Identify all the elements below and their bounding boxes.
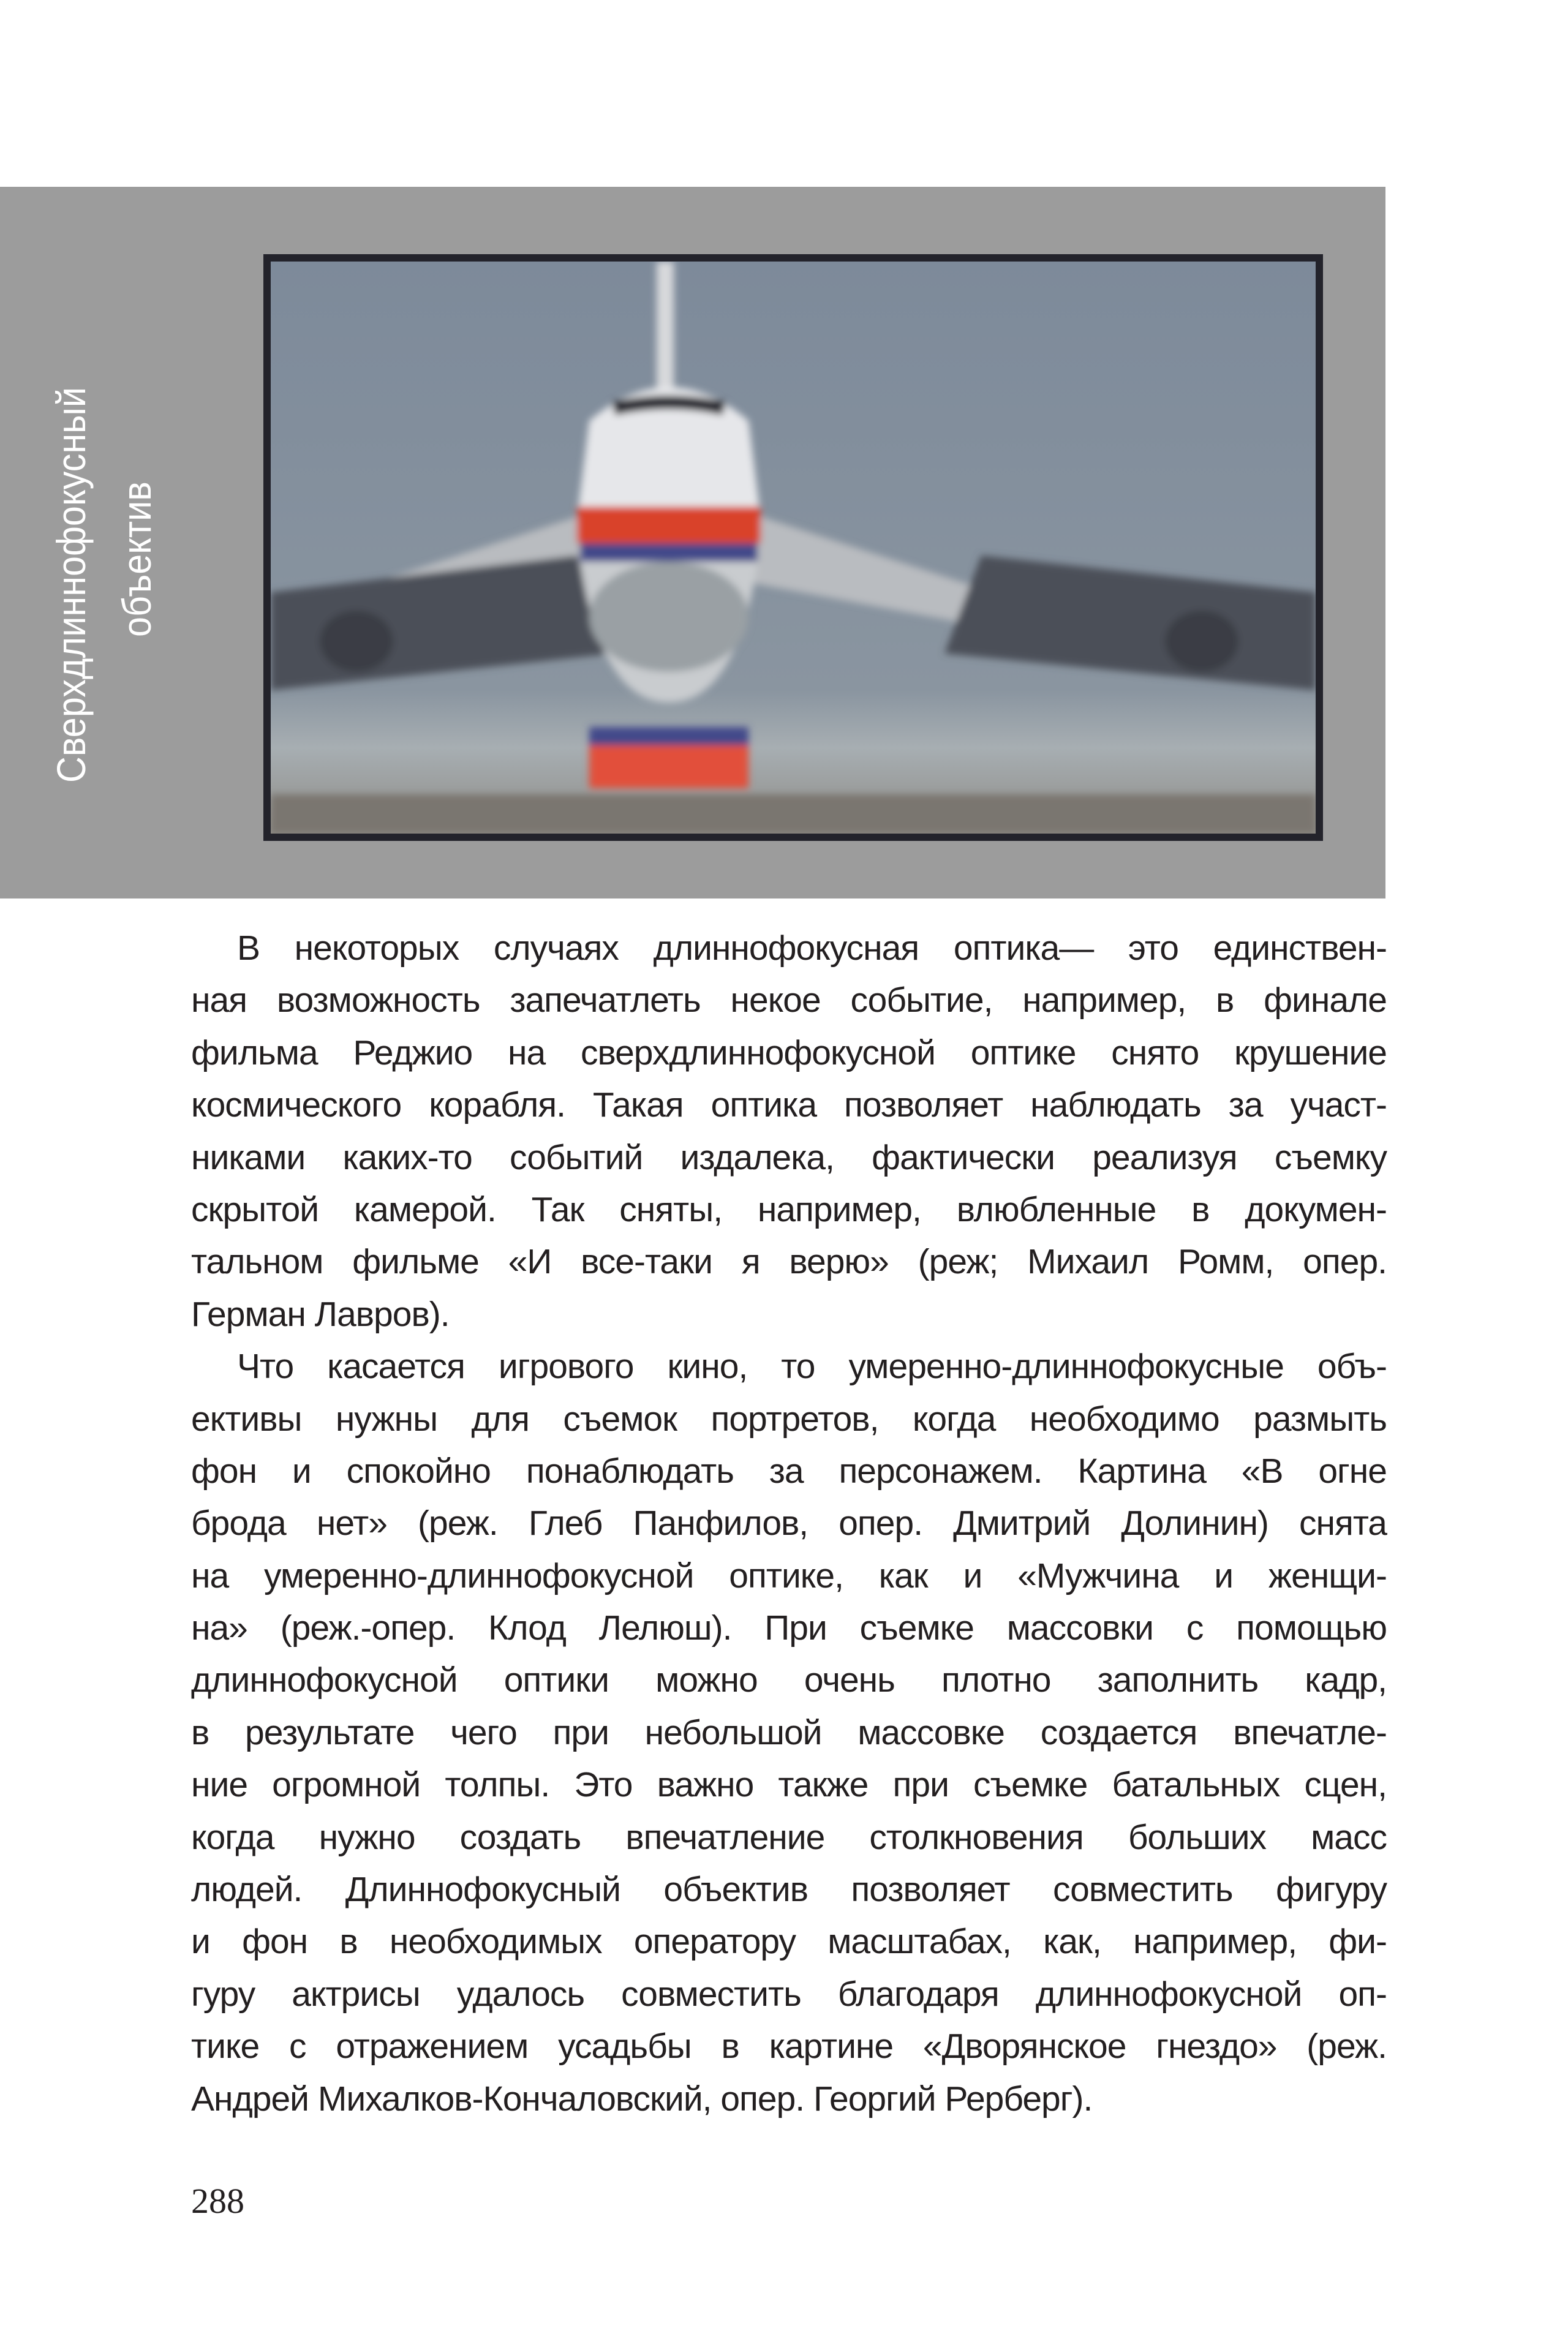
text-line: Герман Лавров). bbox=[191, 1294, 450, 1334]
page-number: 288 bbox=[191, 2181, 244, 2221]
text-line: никами каких-то событий издалека, фактически реализуя съемку bbox=[191, 1137, 1387, 1177]
text-line: ние огромной толпы. Это важно также при съемке батальных сцен, bbox=[191, 1765, 1387, 1805]
text-line: Что касается игрового кино, то умеренно-длиннофокусные объ- bbox=[237, 1347, 1387, 1387]
text-line: когда нужно создать впечатление столкновения больших масс bbox=[191, 1817, 1387, 1857]
text-line: скрытой камерой. Так сняты, например, влюбленные в докумен- bbox=[191, 1189, 1387, 1229]
section-title-line-1: Сверхдлиннофокусный bbox=[48, 386, 94, 783]
section-title-line-2: объектив bbox=[114, 481, 159, 637]
text-line: длиннофокусной оптики можно очень плотно заполнить кадр, bbox=[191, 1660, 1387, 1700]
text-line: на» (реж.-опер. Клод Лелюш). При съемке массовки с помощью bbox=[191, 1608, 1387, 1648]
text-line: В некоторых случаях длиннофокусная оптика— это единствен- bbox=[237, 929, 1387, 968]
text-line: тике с отражением усадьбы в картине «Дворянское гнездо» (реж. bbox=[191, 2027, 1387, 2066]
text-line: фон и спокойно понаблюдать за персонажем. Картина «В огне bbox=[191, 1451, 1387, 1491]
text-line: тальном фильме «И все-таки я верю» (реж; Михаил Ромм, опер. bbox=[191, 1242, 1387, 1282]
text-line: и фон в необходимых оператору масштабах, как, например, фи- bbox=[191, 1922, 1387, 1962]
text-line: гуру актрисы удалось совместить благодаря длиннофокусной оп- bbox=[191, 1974, 1387, 2014]
text-line: в результате чего при небольшой массовке создается впечатле- bbox=[191, 1712, 1387, 1752]
text-line: Андрей Михалков-Кончаловский, опер. Георгий Рерберг). bbox=[191, 2079, 1093, 2119]
text-line: людей. Длиннофокусный объектив позволяет совместить фигуру bbox=[191, 1870, 1387, 1910]
airplane-image bbox=[271, 262, 1316, 834]
text-line: фильма Реджио на сверхдлиннофокусной оптике снято крушение bbox=[191, 1033, 1387, 1072]
text-line: ективы нужны для съемок портретов, когда необходимо размыть bbox=[191, 1399, 1387, 1439]
text-line: космического корабля. Такая оптика позволяет наблюдать за участ- bbox=[191, 1085, 1387, 1125]
text-line: брода нет» (реж. Глеб Панфилов, опер. Дмитрий Долинин) снята bbox=[191, 1504, 1387, 1543]
airplane-photo bbox=[263, 254, 1323, 841]
text-line: ная возможность запечатлеть некое событие, например, в финале bbox=[191, 981, 1387, 1020]
text-line: на умеренно-длиннофокусной оптике, как и «Мужчина и женщи- bbox=[191, 1556, 1387, 1595]
body-text bbox=[191, 922, 1387, 2125]
